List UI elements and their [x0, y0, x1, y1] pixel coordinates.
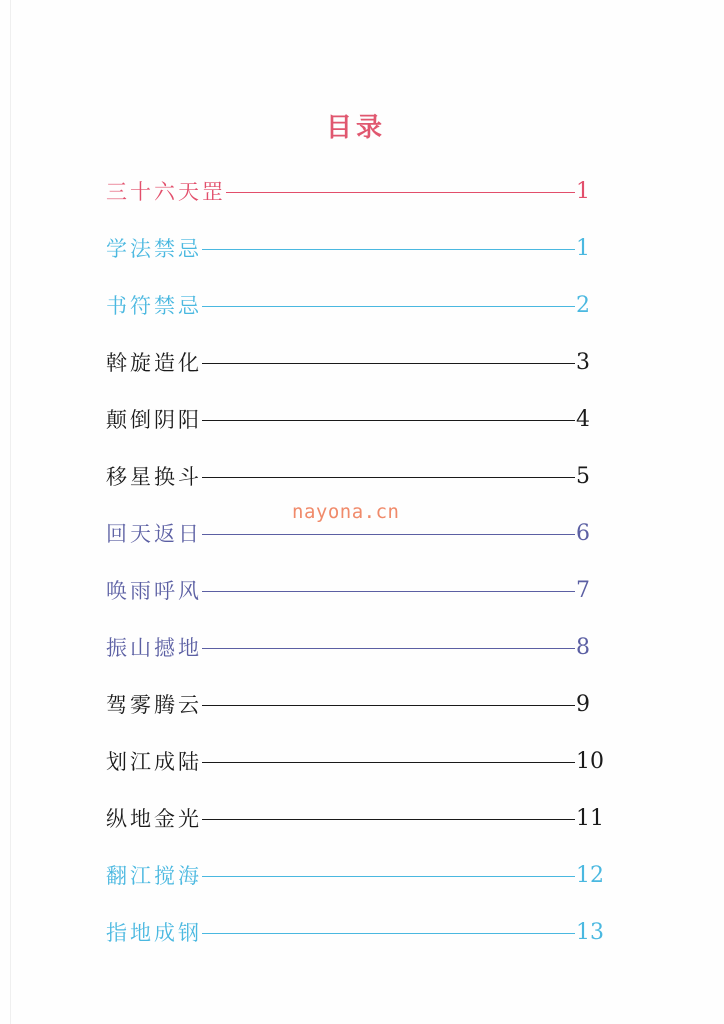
toc-leader-line — [202, 249, 575, 251]
toc-entry[interactable] — [106, 562, 606, 619]
toc-entry[interactable] — [106, 619, 606, 676]
toc-entry[interactable] — [106, 391, 606, 448]
toc-entry-page-number: 3 — [576, 349, 590, 375]
toc-entry-label: 三十六天罡 — [106, 179, 226, 204]
toc-entry-label: 驾雾腾云 — [106, 692, 202, 717]
page-edge — [10, 0, 11, 1024]
toc-entry-label: 指地成钢 — [106, 920, 202, 945]
toc-entry-label: 移星换斗 — [106, 464, 202, 489]
toc-leader-line — [202, 306, 575, 308]
toc-entry-page-number: 1 — [576, 235, 590, 261]
toc-leader-line — [202, 876, 575, 878]
toc-entry[interactable] — [106, 277, 606, 334]
toc-leader-line — [202, 477, 575, 479]
watermark: nayona.cn — [292, 501, 400, 523]
toc-entry-page-number: 11 — [576, 805, 604, 831]
toc-entry[interactable] — [106, 847, 606, 904]
toc-entry-label: 学法禁忌 — [106, 236, 202, 261]
toc-entry-label: 颠倒阴阳 — [106, 407, 202, 432]
toc-entry[interactable] — [106, 676, 606, 733]
toc-leader-line — [202, 819, 575, 821]
toc-leader-line — [202, 420, 575, 422]
toc-leader-line — [202, 591, 575, 593]
toc-leader-line — [202, 705, 575, 707]
toc-entry-page-number: 5 — [576, 463, 590, 489]
toc-entry-page-number: 7 — [576, 577, 590, 603]
toc-entry-label: 斡旋造化 — [106, 350, 202, 375]
toc-entry-label: 回天返日 — [106, 521, 202, 546]
toc-leader-line — [202, 363, 575, 365]
toc-leader-line — [226, 192, 575, 194]
toc-entry-page-number: 2 — [576, 292, 590, 318]
toc-entry-page-number: 4 — [576, 406, 590, 432]
toc-entry-label: 纵地金光 — [106, 806, 202, 831]
toc-entry-label: 划江成陆 — [106, 749, 202, 774]
toc-entry-page-number: 8 — [576, 634, 590, 660]
toc-leader-line — [202, 648, 575, 650]
toc-entry-label: 振山撼地 — [106, 635, 202, 660]
page-title: 目录 — [325, 113, 386, 143]
toc-entry-page-number: 10 — [576, 748, 604, 774]
toc-entry[interactable] — [106, 163, 606, 220]
toc-entry-page-number: 1 — [576, 178, 590, 204]
toc-entry[interactable] — [106, 448, 606, 505]
toc-entry-label: 书符禁忌 — [106, 293, 202, 318]
toc-leader-line — [202, 933, 575, 935]
toc-entry-page-number: 6 — [576, 520, 590, 546]
toc-leader-line — [202, 762, 575, 764]
toc-entry-label: 唤雨呼风 — [106, 578, 202, 603]
toc-entry-label: 翻江搅海 — [106, 863, 202, 888]
toc-entry[interactable] — [106, 733, 606, 790]
toc-entry[interactable] — [106, 334, 606, 391]
toc-entry-page-number: 13 — [576, 919, 604, 945]
toc-leader-line — [202, 534, 575, 536]
toc-entry-page-number: 9 — [576, 691, 590, 717]
table-of-contents — [106, 163, 606, 961]
toc-entry-page-number: 12 — [576, 862, 604, 888]
toc-entry[interactable] — [106, 904, 606, 961]
toc-entry[interactable] — [106, 220, 606, 277]
toc-entry[interactable] — [106, 790, 606, 847]
